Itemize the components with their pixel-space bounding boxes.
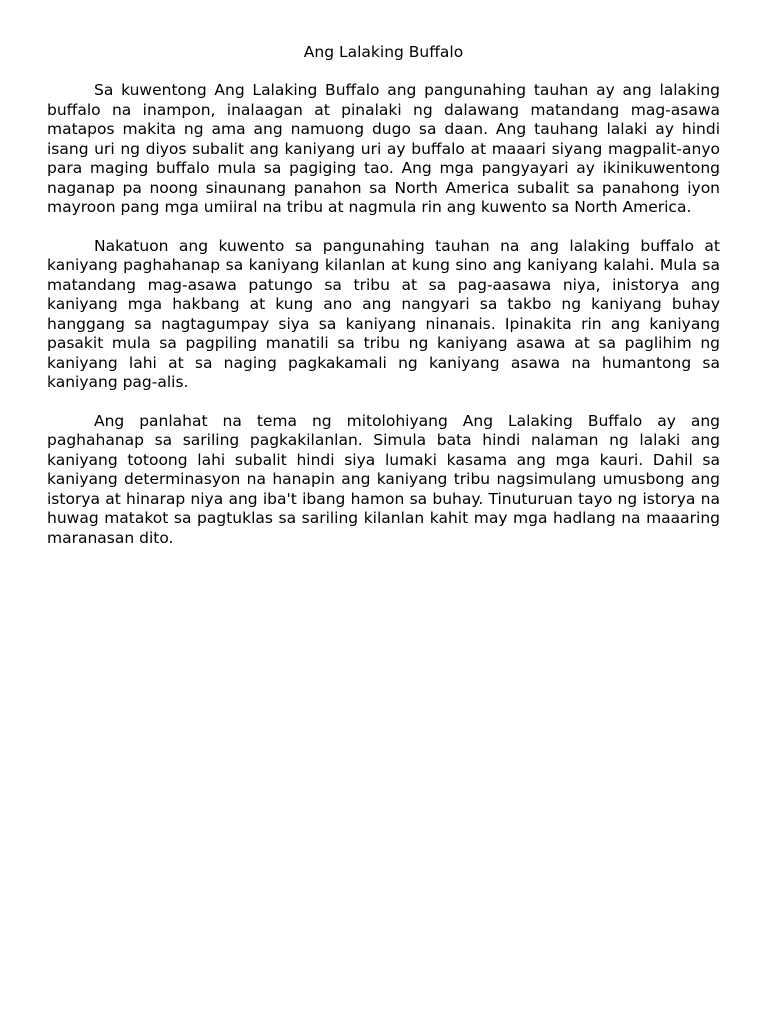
- paragraph-intro: Sa kuwentong Ang Lalaking Buffalo ang pangunahing tauhan ay ang lalaking buffalo na inampon, inalaagan at pinalaki ng dalawang matandang mag-asawa matapos makita ng ama ang namuong dugo sa daan. Ang tauhang lalaki ay hindi isang uri ng diyos subalit ang kaniyang uri ay buffalo at maaari siyang magpalit-anyo para maging buffalo mula sa pagiging tao. Ang mga pangyayari ay ikinikuwentong naganap pa noong sinaunang panahon sa North America subalit sa panahong iyon mayroon pang mga umiiral na tribu at nagmula rin ang kuwento sa North America.: [47, 81, 720, 216]
- document-body: [47, 40, 720, 567]
- paragraph-plot: Nakatuon ang kuwento sa pangunahing tauhan na ang lalaking buffalo at kaniyang paghahanap sa kaniyang kilanlan at kung sino ang kaniyang kalahi. Mula sa matandang mag-asawa patungo sa tribu at sa pag-aasawa niya, inistorya ang kaniyang mga hakbang at kung ano ang nangyari sa takbo ng kaniyang buhay hanggang sa nagtagumpay siya sa kaniyang ninanais. Ipinakita rin ang kaniyang pasakit mula sa pagpiling manatili sa tribu ng kaniyang asawa at sa paglihim ng kaniyang lahi at sa naging pagkakamali ng kaniyang asawa na humantong sa kaniyang pag-alis.: [47, 236, 720, 391]
- document-title: Ang Lalaking Buffalo: [303, 43, 464, 61]
- paragraph-theme: Ang panlahat na tema ng mitolohiyang Ang Lalaking Buffalo ay ang paghahanap sa sariling pagkakilanlan. Simula bata hindi nalaman ng lalaki ang kaniyang totoong lahi subalit hindi siya lumaki kasama ang mga kauri. Dahil sa kaniyang determinasyon na hanapin ang kaniyang tribu nagsimulang umusbong ang istorya at hinarap niya ang iba't ibang hamon sa buhay. Tinuturuan tayo ng istorya na huwag matakot sa pagtuklas sa sariling kilanlan kahit may mga hadlang na maaaring maranasan dito.: [47, 411, 720, 547]
